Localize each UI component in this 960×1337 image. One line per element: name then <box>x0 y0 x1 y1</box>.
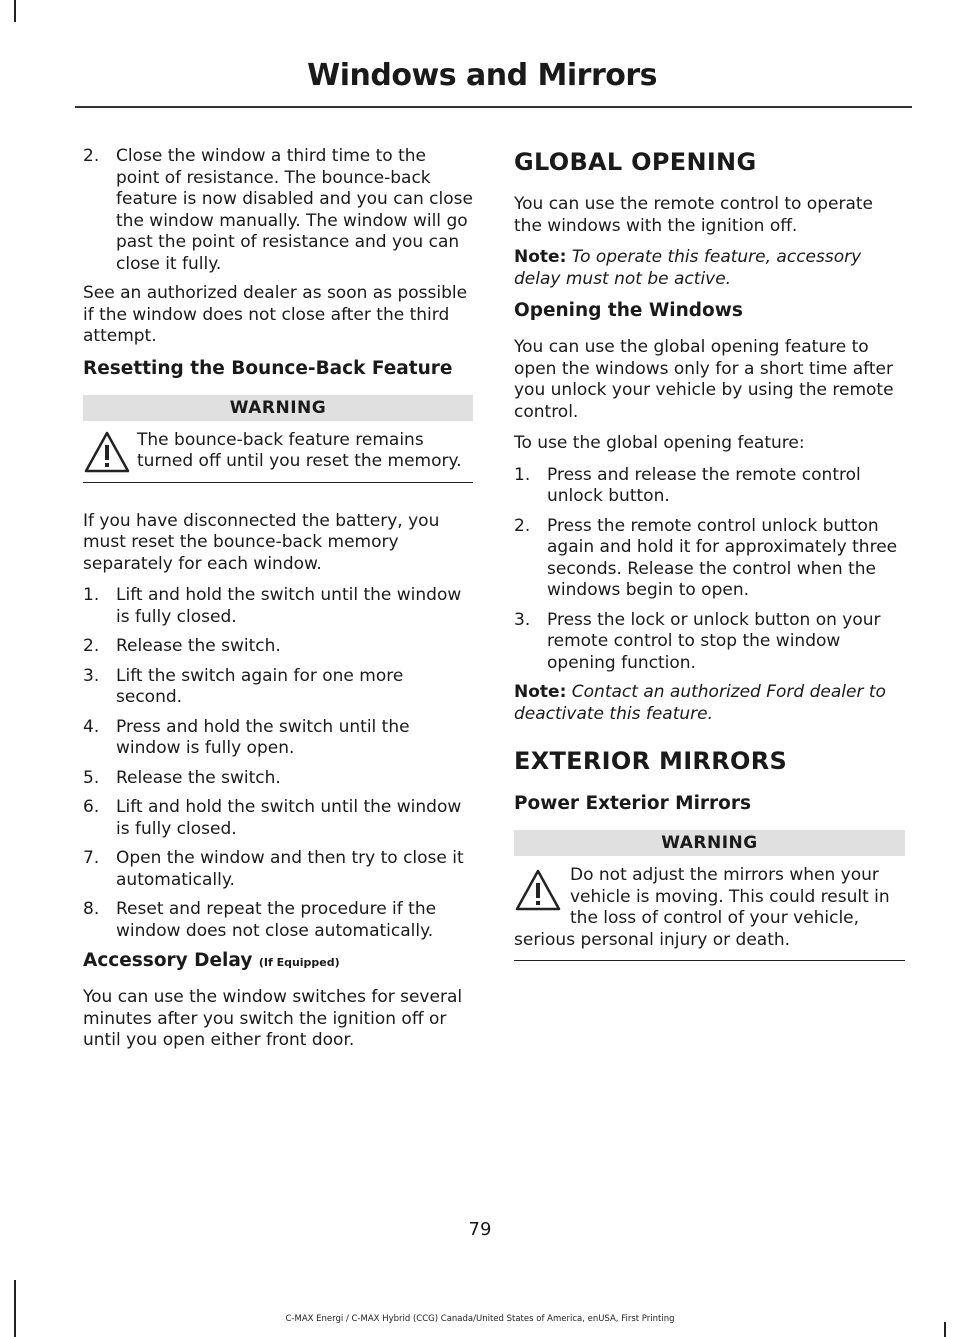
section-heading: GLOBAL OPENING <box>514 148 757 176</box>
warning-body <box>83 421 473 483</box>
list-text: Reset and repeat the procedure if the window does not close automatically. <box>116 899 437 941</box>
list-text: Press the lock or unlock button on your remote control to stop the window opening function. <box>547 609 881 673</box>
list-number: 1. <box>83 585 100 605</box>
list-item <box>83 666 473 709</box>
subheading-qualifier: (If Equipped) <box>258 956 340 969</box>
paragraph: You can use the window switches for several minutes after you switch the ignition off or until you open either front door. <box>83 987 463 1050</box>
list-number: 8. <box>83 899 100 919</box>
note-label: Note: <box>514 247 567 267</box>
list-text: Release the switch. <box>116 636 281 656</box>
warning-triangle-icon <box>83 429 131 477</box>
list-number: 1. <box>514 464 531 485</box>
warning-text: Do not adjust the mirrors when your vehicle is moving. This could result in the loss of control of your vehicle, serious personal injury or death. <box>514 865 890 950</box>
list-number: 2. <box>83 146 100 166</box>
list-item <box>514 465 905 508</box>
section-subheading: Resetting the Bounce-Back Feature <box>83 357 453 379</box>
list-item <box>514 516 905 602</box>
list-text: Press the remote control unlock button again and hold it for approximately three seconds. Release the control when the windows begin to open. <box>547 515 898 600</box>
paragraph: To use the global opening feature: <box>514 433 805 453</box>
subheading-text: Accessory Delay <box>83 950 253 971</box>
section-subheading: Opening the Windows <box>514 300 743 321</box>
page-number: 79 <box>468 1219 492 1240</box>
right-column <box>514 146 905 989</box>
list-item <box>514 610 905 675</box>
paragraph: If you have disconnected the battery, you must reset the bounce-back memory separately for each window. <box>83 510 440 574</box>
section-subheading <box>83 950 473 971</box>
warning-triangle-icon <box>514 867 562 915</box>
paragraph: See an authorized dealer as soon as possible if the window does not close after the third attempt. <box>83 283 468 346</box>
list-item <box>83 636 473 658</box>
note-text: Contact an authorized Ford dealer to deactivate this feature. <box>514 682 886 724</box>
crop-mark <box>14 0 16 22</box>
list-item <box>83 585 473 628</box>
list-number: 6. <box>83 797 100 817</box>
list-number: 2. <box>83 636 100 656</box>
paragraph: You can use the global opening feature to open the windows only for a short time after you unlock your vehicle by using the remote control. <box>514 337 894 422</box>
list-number: 5. <box>83 767 100 788</box>
list-item <box>83 848 473 891</box>
list-number: 2. <box>514 515 531 536</box>
list-text: Close the window a third time to the point of resistance. The bounce-back feature is now disabled and you can close the window manually. The window will go past the point of resistance and you can close it fully. <box>116 146 473 274</box>
footer-text: C-MAX Energi / C-MAX Hybrid (CCG) Canada/United States of America, enUSA, First Printing <box>285 1314 675 1324</box>
left-column <box>83 146 473 1062</box>
crop-mark <box>944 1322 946 1337</box>
crop-mark <box>14 1280 16 1337</box>
list-text: Release the switch. <box>116 767 281 788</box>
warning-header: WARNING <box>83 395 473 421</box>
list-number: 7. <box>83 848 100 868</box>
note <box>514 247 905 290</box>
warning-text: The bounce-back feature remains turned off until you reset the memory. <box>137 429 462 471</box>
list-text: Lift the switch again for one more second. <box>116 665 404 707</box>
warning-box <box>514 830 905 961</box>
numbered-list <box>83 146 473 275</box>
section-subheading: Power Exterior Mirrors <box>514 793 752 814</box>
note <box>514 682 905 725</box>
header-divider <box>75 106 912 108</box>
list-text: Press and hold the switch until the window is fully open. <box>116 716 410 758</box>
list-number: 3. <box>83 665 100 686</box>
warning-box <box>83 395 473 483</box>
list-number: 3. <box>514 609 531 630</box>
page-header-title: Windows and Mirrors <box>307 58 657 93</box>
list-number: 4. <box>83 716 100 737</box>
section-heading: EXTERIOR MIRRORS <box>514 747 788 775</box>
numbered-list <box>514 465 905 675</box>
list-item <box>83 768 473 790</box>
note-label: Note: <box>514 682 567 702</box>
list-item <box>83 899 473 942</box>
list-item <box>83 146 473 275</box>
warning-header: WARNING <box>514 830 905 856</box>
note-text: To operate this feature, accessory delay must not be active. <box>514 247 862 289</box>
list-text: Press and release the remote control unlock button. <box>547 464 861 506</box>
paragraph: You can use the remote control to operate the windows with the ignition off. <box>514 194 873 236</box>
list-text: Lift and hold the switch until the window is fully closed. <box>116 797 462 839</box>
list-text: Open the window and then try to close it automatically. <box>116 848 464 890</box>
list-item <box>83 717 473 760</box>
numbered-list <box>83 585 473 942</box>
list-item <box>83 797 473 840</box>
list-text: Lift and hold the switch until the window is fully closed. <box>116 585 462 627</box>
warning-body <box>514 856 905 961</box>
